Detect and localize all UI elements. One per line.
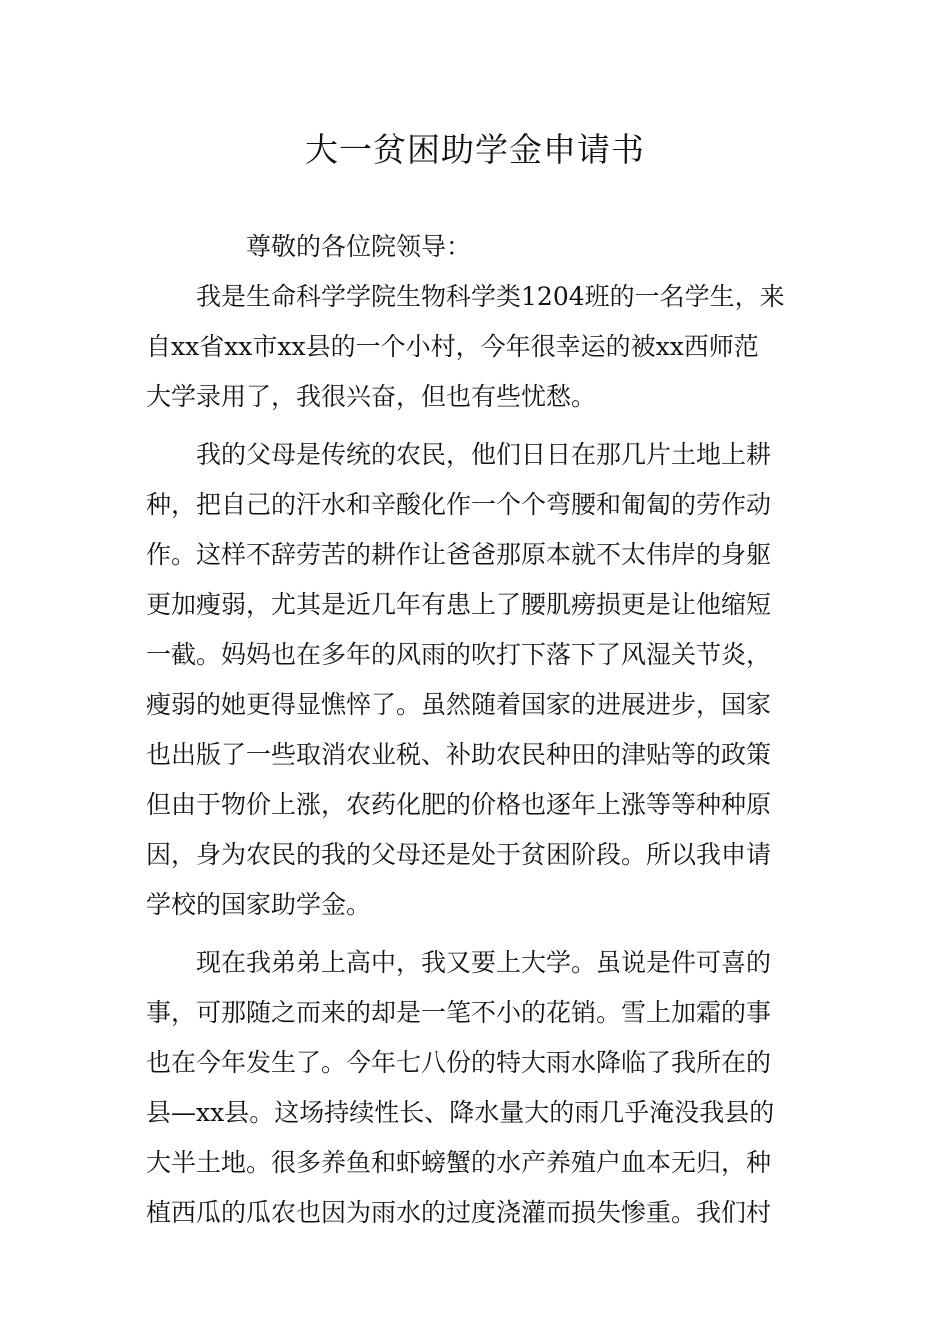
paragraph-3 [146,938,808,1238]
paragraph-line: 学校的国家助学金。 [146,890,372,919]
paragraph-line: 大半土地。很多养鱼和虾螃蟹的水产养殖户血本无归，种 [146,1148,772,1177]
salutation: 尊敬的各位院领导： [246,232,472,261]
paragraph-line: 现在我弟弟上高中，我又要上大学。虽说是件可喜的 [196,948,772,977]
paragraph-line: 也在今年发生了。今年七八份的特大雨水降临了我所在的 [146,1048,772,1077]
paragraph-line: 我是生命科学学院生物科学类1204班的一名学生，来 [196,282,785,311]
paragraph-line: 种，把自己的汗水和辛酸化作一个个弯腰和匍匐的劳作动 [146,490,772,519]
paragraph-line: 因，身为农民的我的父母还是处于贫困阶段。所以我申请 [146,840,772,869]
paragraph-line: 也出版了一些取消农业税、补助农民种田的津贴等的政策 [146,740,772,769]
paragraph-gap [146,930,808,938]
paragraph-line: 自xx省xx市xx县的一个小村，今年很幸运的被xx西师范 [146,332,759,361]
paragraph-line: 我的父母是传统的农民，他们日日在那几片土地上耕 [196,440,772,469]
paragraph-2 [146,430,808,930]
paragraph-line: 大学录用了，我很兴奋，但也有些忧愁。 [146,382,597,411]
document-title: 大一贫困助学金申请书 [305,130,645,169]
paragraph-line: 瘦弱的她更得显憔悴了。虽然随着国家的进展进步，国家 [146,690,772,719]
paragraph-line: 事，可那随之而来的却是一笔不小的花销。雪上加霜的事 [146,998,772,1027]
paragraph-line: 作。这样不辞劳苦的耕作让爸爸那原本就不太伟岸的身躯 [146,540,772,569]
paragraph-line: 县—xx县。这场持续性长、降水量大的雨几乎淹没我县的 [146,1098,775,1127]
paragraph-line: 但由于物价上涨，农药化肥的价格也逐年上涨等等种种原 [146,790,772,819]
paragraph-gap [146,422,808,430]
paragraph-1 [146,272,808,422]
paragraph-line: 一截。妈妈也在多年的风雨的吹打下落下了风湿关节炎， [146,640,772,669]
paragraph-line: 更加瘦弱，尤其是近几年有患上了腰肌痨损更是让他缩短 [146,590,772,619]
paragraph-line: 植西瓜的瓜农也因为雨水的过度浇灌而损失惨重。我们村 [146,1198,772,1227]
document-body [146,222,808,1238]
